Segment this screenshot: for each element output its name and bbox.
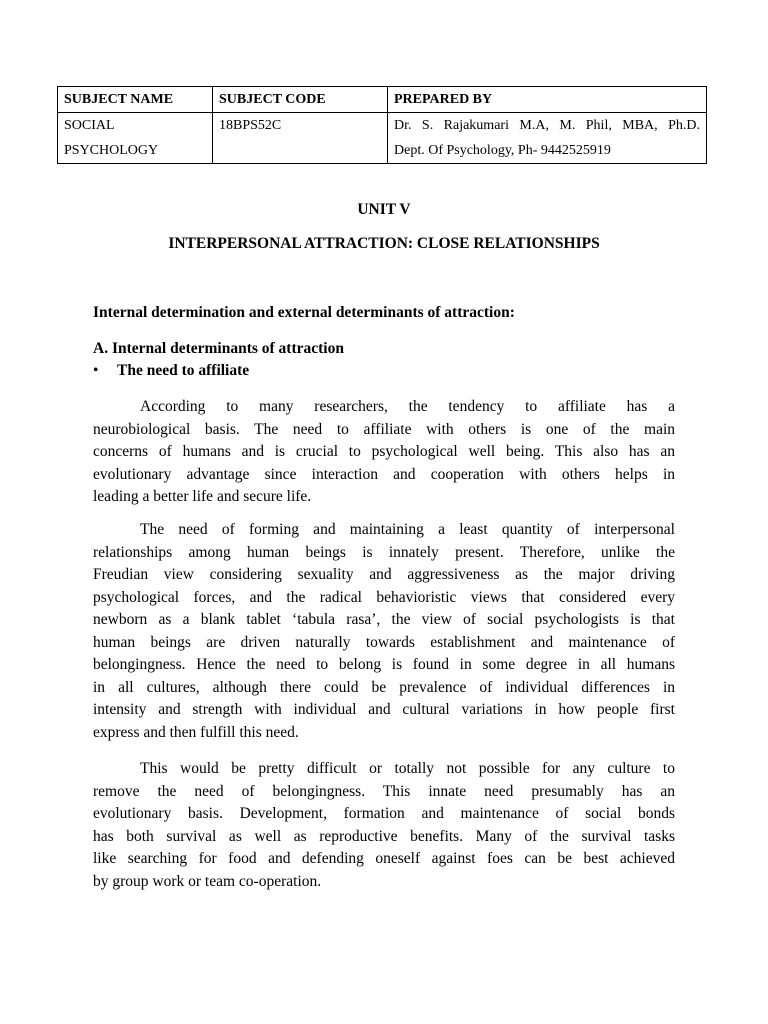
paragraph-2	[93, 519, 675, 744]
paragraph-1	[93, 396, 675, 509]
paragraph-line: According to many researchers, the tendency to affiliate has a	[140, 398, 675, 415]
paragraph-line: This would be pretty difficult or totally not possible for any culture to	[140, 760, 675, 777]
paragraph-line: Freudian view considering sexuality and aggressiveness as the major driving	[93, 566, 675, 583]
unit-title: UNIT V	[357, 201, 411, 218]
paragraph-3	[93, 758, 675, 893]
paragraph-line: by group work or team co-operation.	[93, 872, 322, 890]
bullet-text: The need to affiliate	[117, 362, 250, 379]
paragraph-line: like searching for food and defending oneself against foes can be best achieved	[93, 850, 675, 867]
subject-code-cell: 18BPS52C	[213, 113, 388, 164]
subject-info-table	[57, 86, 707, 164]
table-row	[58, 113, 707, 164]
paragraph-line: concerns of humans and is crucial to psychological well being. This also has an	[93, 443, 675, 460]
paragraph-line: relationships among human beings is innately present. Therefore, unlike the	[93, 543, 675, 561]
bullet-item	[93, 362, 249, 380]
preparer-department: Dept. Of Psychology, Ph- 9442525919	[394, 143, 611, 158]
preparer-name: Dr. S. Rajakumari M.A, M. Phil, MBA, Ph.D.	[394, 118, 700, 133]
header-prepared-by: PREPARED BY	[388, 87, 707, 113]
paragraph-line: belongingness. Hence the need to belong is found in some degree in all humans	[93, 656, 675, 673]
paragraph-line: psychological forces, and the radical behavioristic views that considered every	[93, 588, 675, 606]
subject-name-line: PSYCHOLOGY	[64, 143, 159, 158]
paragraph-line: evolutionary advantage since interaction and cooperation with others helps in	[93, 465, 675, 483]
paragraph-line: has both survival as well as reproductive benefits. Many of the survival tasks	[93, 827, 675, 845]
table-header-row	[58, 87, 707, 113]
subject-name-cell	[58, 113, 213, 164]
paragraph-line: newborn as a blank tablet ‘tabula rasa’, the view of social psychologists is that	[93, 611, 675, 628]
prepared-by-cell	[388, 113, 707, 164]
subsection-heading: A. Internal determinants of attraction	[93, 340, 344, 357]
paragraph-line: leading a better life and secure life.	[93, 488, 312, 505]
paragraph-line: evolutionary basis. Development, formation and maintenance of social bonds	[93, 805, 675, 822]
header-subject-code: SUBJECT CODE	[213, 87, 388, 113]
paragraph-line: express and then fulfill this need.	[93, 723, 299, 741]
subject-name-line: SOCIAL	[64, 118, 115, 133]
paragraph-line: intensity and strength with individual and cultural variations in how people first	[93, 701, 675, 718]
paragraph-line: in all cultures, although there could be prevalence of individual differences in	[93, 678, 675, 696]
paragraph-line: human beings are driven naturally towards establishment and maintenance of	[93, 633, 675, 651]
header-subject-name: SUBJECT NAME	[58, 87, 213, 113]
bullet-icon: •	[93, 362, 99, 379]
paragraph-line: The need of forming and maintaining a least quantity of interpersonal	[140, 521, 675, 538]
chapter-title: INTERPERSONAL ATTRACTION: CLOSE RELATIONSHIPS	[168, 235, 600, 252]
paragraph-line: neurobiological basis. The need to affiliate with others is one of the main	[93, 420, 675, 438]
section-heading: Internal determination and external determinants of attraction:	[93, 304, 515, 321]
paragraph-line: remove the need of belongingness. This innate need presumably has an	[93, 782, 675, 800]
